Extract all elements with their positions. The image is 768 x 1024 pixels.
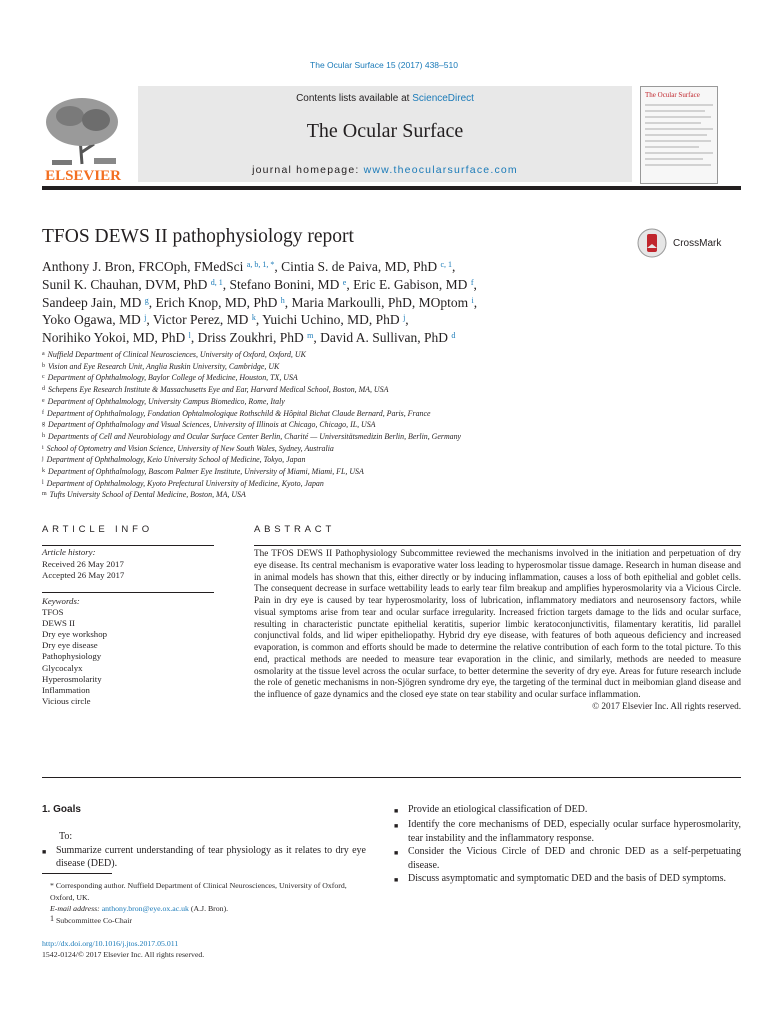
goals-list-left xyxy=(42,844,366,871)
affiliation-text: Department of Ophthalmology, Fondation Ophtalmologique Rothschild & Hôpital Bichat Claude Bernard, Paris, France xyxy=(47,408,431,418)
author-line xyxy=(42,311,732,329)
contents-prefix: Contents lists available at xyxy=(296,93,413,104)
square-bullet-icon: ■ xyxy=(394,849,399,858)
author-separator: , xyxy=(148,294,156,310)
author-affil-marks[interactable]: c, 1 xyxy=(440,260,453,269)
sciencedirect-link[interactable]: ScienceDirect xyxy=(412,93,474,104)
elsevier-wordmark: ELSEVIER xyxy=(45,168,121,184)
keyword: Vicious circle xyxy=(42,695,91,706)
corresponding-author-note: * Corresponding author. Nuffield Department of Clinical Neurosciences, University of Oxford, Oxford, UK. xyxy=(50,881,347,902)
keyword: Glycocalyx xyxy=(42,662,83,673)
affiliation-key: b xyxy=(42,362,45,369)
goal-text: Consider the Vicious Circle of DED and chronic DED as a self-perpetuating disease. xyxy=(408,846,741,871)
journal-citation[interactable]: The Ocular Surface 15 (2017) 438–510 xyxy=(310,60,458,70)
affiliation-key: f xyxy=(42,409,44,416)
author-name: Eric E. Gabison, MD xyxy=(353,276,468,292)
homepage-prefix: journal homepage: xyxy=(252,164,364,176)
affiliation-text: Tufts University School of Dental Medicine, Boston, MA, USA xyxy=(49,490,246,500)
email-label: E-mail address: xyxy=(50,904,100,913)
article-history xyxy=(42,547,214,582)
author-separator: , xyxy=(146,312,153,328)
crossmark-label: CrossMark xyxy=(673,237,722,249)
keyword: Hyperosmolarity xyxy=(42,673,102,684)
author-name: Victor Perez, MD xyxy=(152,312,249,328)
section-heading-goals: 1. Goals xyxy=(42,804,81,815)
author-affil-marks[interactable]: d xyxy=(451,331,456,341)
author-affil-marks[interactable]: j xyxy=(144,313,147,323)
author-separator: , xyxy=(222,276,230,292)
affiliation-text: Department of Ophthalmology, Kyoto Prefectural University of Medicine, Kyoto, Japan xyxy=(46,478,324,488)
author-line xyxy=(42,294,732,312)
keyword: Dry eye workshop xyxy=(42,629,107,640)
affiliation-key: k xyxy=(42,468,45,475)
affiliation-key: h xyxy=(42,432,45,439)
email-suffix: (A.J. Bron). xyxy=(188,904,229,913)
keyword: Pathophysiology xyxy=(42,651,102,662)
abstract-block xyxy=(254,548,741,713)
affiliation-text: Department of Ophthalmology, Bascom Palmer Eye Institute, University of Miami, Miami, FL, USA xyxy=(48,467,364,477)
affiliation-item xyxy=(42,466,732,478)
goal-text: Provide an etiological classification of DED. xyxy=(408,804,588,815)
email-link[interactable]: anthony.bron@eye.ox.ac.uk xyxy=(101,904,189,913)
doi-link[interactable]: http://dx.doi.org/10.1016/j.jtos.2017.05.011 xyxy=(42,939,179,948)
affiliation-text: Schepens Eye Research Institute & Massachusetts Eye and Ear, Harvard Medical School, Boston, MA, USA xyxy=(48,385,389,395)
abstract-copyright: © 2017 Elsevier Inc. All rights reserved. xyxy=(592,700,741,711)
author-separator: , xyxy=(284,294,292,310)
author-separator: , xyxy=(452,259,456,274)
author-separator: , xyxy=(473,276,477,292)
doi-block xyxy=(42,938,204,960)
affiliation-text: Department of Ophthalmology, Keio University School of Medicine, Tokyo, Japan xyxy=(46,455,306,465)
cochair-mark: 1 xyxy=(50,913,54,923)
keywords-label: Keywords: xyxy=(42,596,80,606)
affiliation-list xyxy=(42,349,732,501)
abstract-text: The TFOS DEWS II Pathophysiology Subcommittee reviewed the mechanisms involved in the initiation and perpetuation of dry eye disease. Its central mechanism is evaporative water loss leading to hyperosmolar tissue damage. Research in human disease and in animal models has shown that this, either directly or by inducing inflammation, causes a loss of both epithelial and goblet cells. The consequent decrease in surface wettability leads to early tear film breakup and amplifies hyperosmolarity via a Vicious Circle. Pain in dry eye is caused by tear hyperosmolarity, loss of lubrication, inflammatory mediators and neurosensory factors, while visual symptoms arise from tear and ocular surface irregularity. Increased friction targets damage to the lids and ocular surface, resulting in characteristic punctate epithelial keratitis, superior limbic keratoconjunctivitis, filamentary keratitis, lid parallel conjunctival folds, and lid wiper epitheliopathy. Hybrid dry eye disease, with features of both aqueous deficiency and increased evaporation, is common and efforts should be made to determine the relative contribution of each form to the total picture. To this end, practical methods are needed to measure tear evaporation in the clinic, and similarly, methods are needed to measure osmolarity at the tissue level across the ocular surface, to better determine the severity of dry eye. Areas for future research include the role of genetic mechanisms in non-Sjögren syndrome dry eye, the targeting of the terminal duct in meibomian gland disease and the influence of gaze dynamics and the closed eye state on tear stability and ocular surface inflammation. xyxy=(254,548,741,699)
issn-line: 1542-0124/© 2017 Elsevier Inc. All rights reserved. xyxy=(42,950,205,959)
affiliation-text: Nuffield Department of Clinical Neurosciences, University of Oxford, Oxford, UK xyxy=(47,350,306,359)
square-bullet-icon: ■ xyxy=(394,876,399,885)
header-rule xyxy=(42,186,741,190)
author-name: Stefano Bonini, MD xyxy=(229,276,340,292)
section-rule xyxy=(42,777,741,778)
abstract-heading: ABSTRACT xyxy=(254,524,336,535)
affiliation-key: i xyxy=(42,444,44,451)
author-line xyxy=(42,329,732,347)
list-item xyxy=(394,803,741,818)
affiliation-item xyxy=(42,361,732,373)
keywords-rule xyxy=(42,592,214,593)
cover-title: The Ocular Surface xyxy=(645,91,700,99)
affiliation-key: a xyxy=(42,351,45,357)
goal-text: Identify the core mechanisms of DED, especially ocular surface hyperosmolarity, tear instability and the inflammatory response. xyxy=(408,819,741,844)
author-affil-marks[interactable]: a, b, 1, * xyxy=(246,260,275,269)
author-affil-marks[interactable]: e xyxy=(342,277,347,287)
affiliation-key: l xyxy=(42,479,44,486)
author-affil-marks[interactable]: m xyxy=(307,331,314,341)
author-affil-marks[interactable]: d, 1 xyxy=(210,277,223,287)
author-separator: , xyxy=(346,276,354,292)
contents-line xyxy=(138,93,632,104)
affiliation-text: Department of Ophthalmology, Baylor College of Medicine, Houston, TX, USA xyxy=(47,373,298,383)
affiliation-key: g xyxy=(42,421,45,428)
keyword: TFOS xyxy=(42,607,64,618)
author-name: Sunil K. Chauhan, DVM, PhD xyxy=(42,276,208,292)
affiliation-text: Department of Ophthalmology, University Campus Biomedico, Rome, Italy xyxy=(47,396,285,406)
goal-text: Discuss asymptomatic and symptomatic DED and the basis of DED symptoms. xyxy=(408,873,727,885)
list-item xyxy=(394,818,741,845)
cochair-note xyxy=(42,915,366,927)
list-item xyxy=(394,872,741,887)
author-affil-marks[interactable]: g xyxy=(144,295,149,305)
author-name: Maria Markoulli, PhD, MOptom xyxy=(291,294,469,310)
author-line xyxy=(42,258,732,276)
author-name: Driss Zoukhri, PhD xyxy=(197,330,304,346)
affiliation-item xyxy=(42,419,732,431)
author-affil-marks[interactable]: i xyxy=(471,295,474,305)
author-affil-marks[interactable]: k xyxy=(251,313,256,323)
author-affil-marks[interactable]: h xyxy=(280,295,285,305)
author-separator: , xyxy=(190,330,198,346)
square-bullet-icon: ■ xyxy=(394,807,399,815)
affiliation-text: Departments of Cell and Neurobiology and Ocular Surface Center Berlin, Charité — Universitätsmedizin Berlin, Berlin, Germany xyxy=(48,431,462,441)
affiliation-item xyxy=(42,454,732,466)
author-separator: , xyxy=(274,259,282,274)
journal-title: The Ocular Surface xyxy=(306,120,464,142)
email-note xyxy=(42,903,366,915)
affiliation-key: e xyxy=(42,397,45,404)
square-bullet-icon: ■ xyxy=(42,848,47,856)
affiliation-text: School of Optometry and Vision Science, University of New South Wales, Sydney, Australia xyxy=(46,443,334,453)
elsevier-tree-logo xyxy=(42,94,124,184)
abstract-rule xyxy=(254,545,741,546)
author-name: Anthony J. Bron, FRCOph, FMedSci xyxy=(42,259,244,274)
affiliation-text: Vision and Eye Research Unit, Anglia Ruskin University, Cambridge, UK xyxy=(48,361,280,371)
footnote-rule xyxy=(42,873,112,874)
article-info-heading: ARTICLE INFO xyxy=(42,524,153,535)
accepted-date: Accepted 26 May 2017 xyxy=(42,570,125,580)
affiliation-item xyxy=(42,349,732,361)
affiliation-item xyxy=(42,372,732,384)
received-date: Received 26 May 2017 xyxy=(42,558,124,569)
crossmark-icon xyxy=(637,228,667,258)
keyword: DEWS II xyxy=(42,618,75,629)
list-item xyxy=(394,845,741,872)
affiliation-key: c xyxy=(42,374,45,381)
goals-intro: To: xyxy=(59,831,73,842)
author-list xyxy=(42,258,732,347)
affiliation-item xyxy=(42,443,732,455)
journal-homepage-line xyxy=(138,164,632,176)
author-name: Yuichi Uchino, MD, PhD xyxy=(262,312,400,328)
author-separator: , xyxy=(255,312,263,328)
author-separator: , xyxy=(405,312,409,328)
author-name: Yoko Ogawa, MD xyxy=(42,312,141,328)
journal-homepage-link[interactable]: www.theocularsurface.com xyxy=(363,164,518,176)
author-name: Cintia S. de Paiva, MD, PhD xyxy=(281,259,438,274)
footnotes xyxy=(42,880,366,926)
author-name: Sandeep Jain, MD xyxy=(42,294,142,310)
affiliation-text: Department of Ophthalmology and Visual Sciences, University of Illinois at Chicago, Chicago, IL, USA xyxy=(48,420,376,430)
affiliation-item xyxy=(42,384,732,396)
affiliation-item xyxy=(42,478,732,490)
author-name: Erich Knop, MD, PhD xyxy=(155,294,278,310)
goal-text: Summarize current understanding of tear physiology as it relates to dry eye disease (DED). xyxy=(56,845,366,870)
author-line xyxy=(42,276,732,294)
affiliation-item xyxy=(42,431,732,443)
keyword: Dry eye disease xyxy=(42,640,98,651)
history-label: Article history: xyxy=(42,547,96,557)
author-name: Norihiko Yokoi, MD, PhD xyxy=(42,330,186,346)
author-affil-marks[interactable]: j xyxy=(403,313,406,323)
journal-cover-thumbnail[interactable] xyxy=(640,86,718,184)
affiliation-key: m xyxy=(42,491,47,498)
affiliation-key: d xyxy=(42,386,45,393)
square-bullet-icon: ■ xyxy=(394,822,399,831)
affiliation-key: j xyxy=(42,456,44,463)
cochair-text: Subcommittee Co-Chair xyxy=(55,915,132,925)
article-title: TFOS DEWS II pathophysiology report xyxy=(42,226,354,247)
keyword: Inflammation xyxy=(42,684,90,695)
author-name: David A. Sullivan, PhD xyxy=(320,330,449,346)
affiliation-item xyxy=(42,408,732,420)
article-info-rule xyxy=(42,545,214,546)
author-separator: , xyxy=(473,294,478,310)
goals-list-right xyxy=(394,803,741,887)
list-item xyxy=(42,844,366,871)
affiliation-item xyxy=(42,489,732,501)
crossmark-badge[interactable] xyxy=(637,228,721,258)
affiliation-item xyxy=(42,396,732,408)
author-affil-marks[interactable]: f xyxy=(470,277,474,287)
author-affil-marks[interactable]: l xyxy=(188,331,191,341)
author-separator: , xyxy=(313,330,321,346)
keywords-block xyxy=(42,596,214,707)
